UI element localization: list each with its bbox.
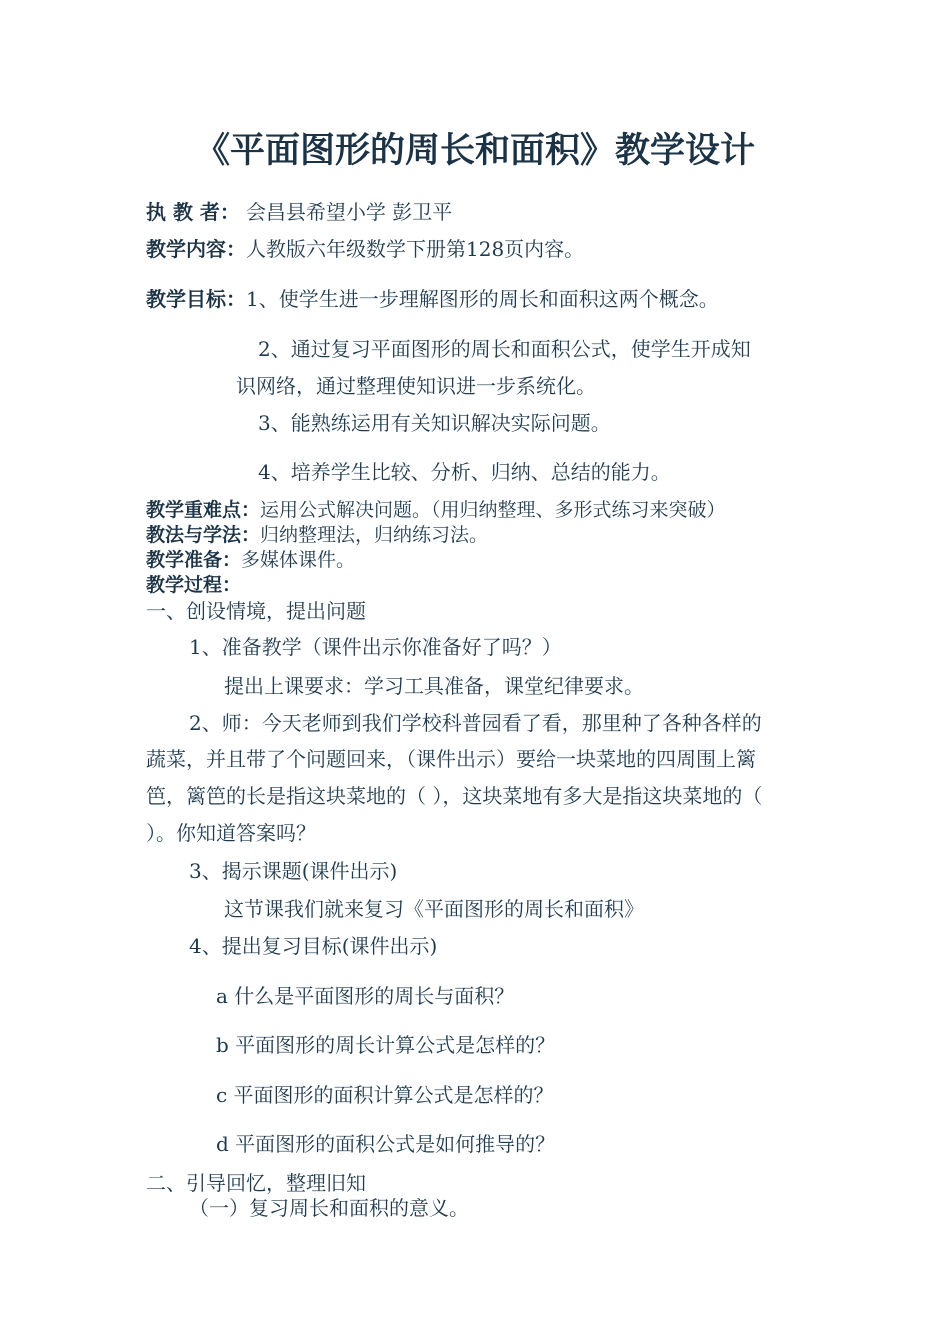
- goal-4: 4、培养学生比较、分析、归纳、总结的能力。: [258, 460, 671, 484]
- key-line: [146, 498, 726, 522]
- goal-3: 3、能熟练运用有关知识解决实际问题。: [258, 411, 611, 435]
- s1-item-3-sub: 这节课我们就来复习《平面图形的周长和面积》: [224, 897, 644, 921]
- section-2-heading: 二、引导回忆，整理旧知: [146, 1171, 366, 1195]
- goals-line: [146, 286, 719, 312]
- s1-item-3: 3、揭示课题(课件出示): [189, 859, 398, 883]
- s1-item-2-line-3: 笆，篱笆的长是指这块菜地的（ ），这块菜地有多大是指这块菜地的（: [146, 784, 763, 808]
- teacher-line: [146, 199, 452, 225]
- s1-item-1-sub: 提出上课要求：学习工具准备，课堂纪律要求。: [224, 674, 644, 698]
- prep-value: 多媒体课件。: [241, 549, 356, 571]
- teacher-label: 执 教 者：: [146, 200, 240, 224]
- question-d: d 平面图形的面积公式是如何推导的？: [216, 1132, 556, 1156]
- content-label: 教学内容：: [146, 237, 246, 261]
- question-c: c 平面图形的面积计算公式是怎样的？: [216, 1083, 554, 1107]
- goal-1: 1、使学生进一步理解图形的周长和面积这两个概念。: [246, 287, 719, 311]
- s1-item-4: 4、提出复习目标(课件出示): [189, 934, 438, 958]
- content-value: 人教版六年级数学下册第128页内容。: [246, 237, 585, 261]
- s2-item-1: （一）复习周长和面积的意义。: [189, 1196, 469, 1220]
- method-line: [146, 523, 488, 547]
- s1-item-2-line-4: ）。你知道答案吗？: [146, 821, 316, 845]
- goal-2b: 识网络，通过整理使知识进一步系统化。: [236, 374, 596, 398]
- content-line: [146, 236, 584, 262]
- s1-item-1: 1、准备教学（课件出示你准备好了吗？）: [189, 635, 562, 659]
- question-a: a 什么是平面图形的周长与面积？: [216, 984, 515, 1008]
- method-value: 归纳整理法，归纳练习法。: [260, 524, 489, 546]
- method-label: 教法与学法：: [146, 524, 261, 546]
- teacher-value: 会昌县希望小学 彭卫平: [245, 200, 453, 224]
- question-b: b 平面图形的周长计算公式是怎样的？: [216, 1033, 556, 1057]
- section-1-heading: 一、创设情境，提出问题: [146, 599, 366, 623]
- document-title: 《平面图形的周长和面积》教学设计: [194, 131, 755, 171]
- goals-label: 教学目标：: [146, 287, 246, 311]
- s1-item-2-line-1: 2、师：今天老师到我们学校科普园看了看，那里种了各种各样的: [189, 711, 762, 735]
- s1-item-2-line-2: 蔬菜，并且带了个问题回来，（课件出示）要给一块菜地的四周围上篱: [146, 747, 756, 771]
- prep-label: 教学准备：: [146, 549, 242, 571]
- process-label: 教学过程：: [146, 574, 242, 596]
- goal-2a: 2、通过复习平面图形的周长和面积公式，使学生开成知: [258, 337, 751, 361]
- prep-line: [146, 548, 355, 572]
- key-label: 教学重难点：: [146, 499, 261, 521]
- key-value: 运用公式解决问题。（用归纳整理、多形式练习来突破）: [260, 499, 726, 521]
